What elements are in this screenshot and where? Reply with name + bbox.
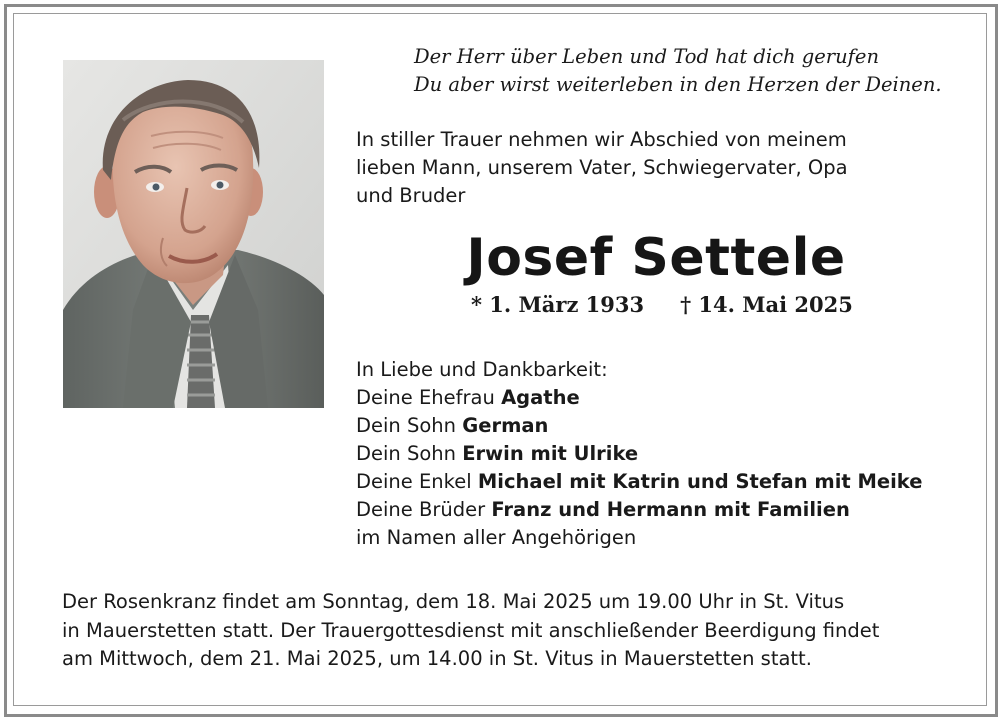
intro-line-3: und Bruder [356,184,466,207]
verse-line-1: Der Herr über Leben und Tod hat dich gerufen [414,45,880,68]
deceased-name: Josef Settele [466,228,846,288]
family-member [356,412,976,440]
intro-text [356,126,956,210]
member-names: Franz und Hermann mit Familien [491,498,850,521]
member-names: Agathe [501,386,580,409]
family-list [356,356,976,552]
member-names: Erwin mit Ulrike [462,442,639,465]
family-member [356,468,976,496]
portrait-photo [63,60,324,408]
member-relation: Deine Brüder [356,498,486,521]
life-dates [471,290,891,320]
birth-date: * 1. März 1933 [471,292,645,317]
member-relation: Dein Sohn [356,414,457,437]
death-date: † 14. Mai 2025 [680,292,853,317]
notice-line-1: Der Rosenkranz findet am Sonntag, dem 18. Mai 2025 um 19.00 Uhr in St. Vitus [62,590,845,613]
intro-line-2: lieben Mann, unserem Vater, Schwiegervater, Opa [356,156,848,179]
family-member [356,440,976,468]
member-names: Michael mit Katrin und Stefan mit Meike [477,470,923,493]
notice-line-3: am Mittwoch, dem 21. Mai 2025, um 14.00 in St. Vitus in Mauerstetten statt. [62,647,812,670]
member-relation: Dein Sohn [356,442,457,465]
family-member [356,496,976,524]
member-names: German [462,414,549,437]
family-heading: In Liebe und Dankbarkeit: [356,358,608,381]
notice-line-2: in Mauerstetten statt. Der Trauergottesdienst mit anschließender Beerdigung findet [62,618,880,642]
family-member [356,384,976,412]
funeral-notice [62,588,962,674]
member-relation: Deine Ehefrau [356,386,495,409]
intro-line-1: In stiller Trauer nehmen wir Abschied von meinem [356,128,847,151]
member-relation: Deine Enkel [356,470,472,493]
verse-line-2: Du aber wirst weiterleben in den Herzen der Deinen. [414,73,942,96]
family-closing: im Namen aller Angehörigen [356,526,637,549]
bible-verse [414,43,954,99]
